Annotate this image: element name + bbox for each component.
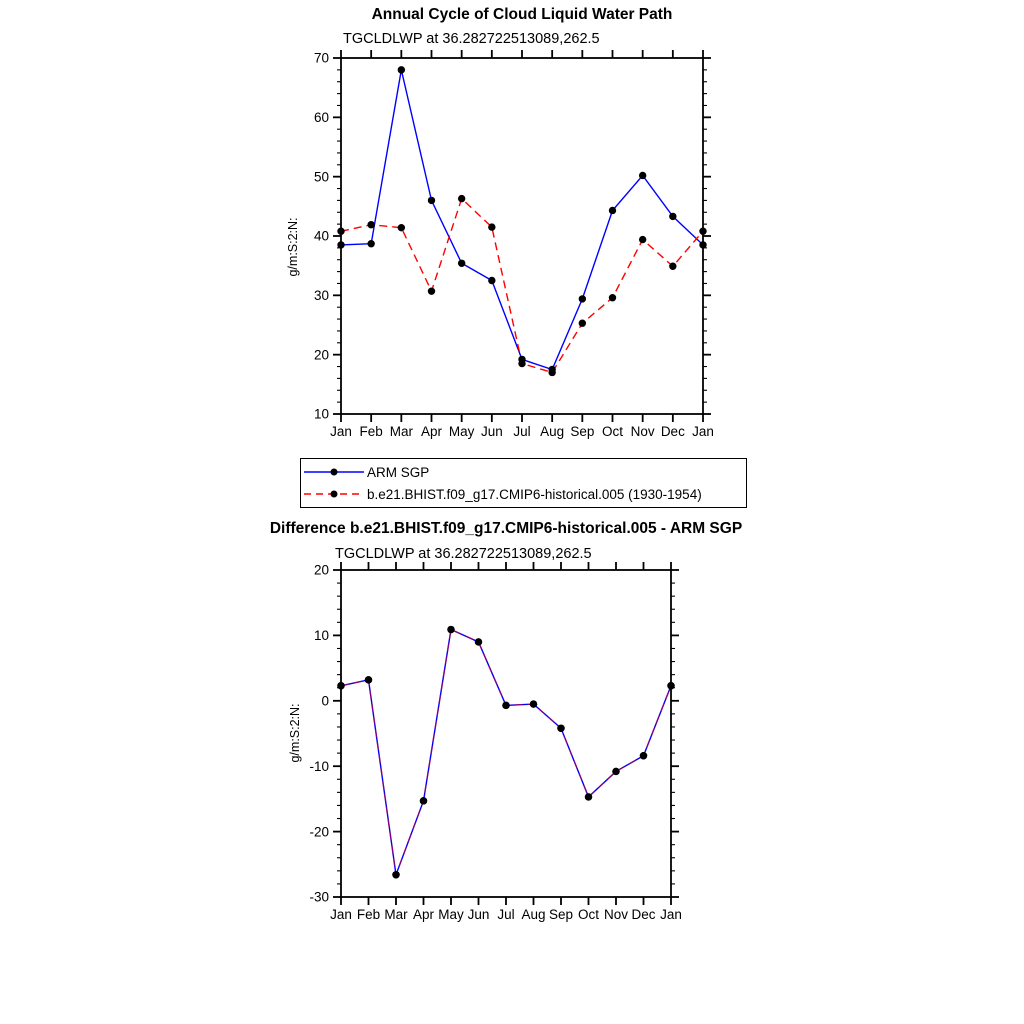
data-point [609,207,616,214]
data-point [557,725,564,732]
data-point [428,197,435,204]
data-point [612,768,619,775]
legend-line-sample-solid [303,464,367,480]
data-point [367,221,374,228]
y-tick-label: -30 [309,889,329,905]
x-tick-label: Sep [570,424,595,439]
data-point [640,752,647,759]
legend-sample-marker [331,491,338,498]
chart2-subtitle: TGCLDLWP at 36.282722513089,262.5 [335,546,592,562]
data-point [530,700,537,707]
y-tick-label: -20 [309,824,329,840]
legend-box [300,458,747,508]
data-point [420,797,427,804]
series-line [341,199,703,373]
x-tick-label: Mar [384,907,408,922]
y-tick-label: 20 [313,562,329,578]
legend-label-arm-sgp: ARM SGP [367,464,430,480]
data-point [548,369,555,376]
data-point [639,236,646,243]
x-tick-label: Mar [389,424,413,439]
data-point [579,295,586,302]
data-point [502,702,509,709]
series-line [341,70,703,370]
y-tick-label: 10 [313,406,329,422]
chart-2 [309,562,681,922]
legend-line-sample-dashed [303,486,367,502]
legend-label-model: b.e21.BHIST.f09_g17.CMIP6-historical.005 (1930-1954) [367,486,702,502]
x-tick-label: Jan [330,907,352,922]
x-tick-label: Jan [330,424,352,439]
data-point [475,638,482,645]
x-tick-label: May [438,907,464,922]
y-tick-label: 70 [313,50,329,66]
x-tick-label: Jul [513,424,531,439]
x-tick-label: Apr [420,424,443,439]
data-point [337,241,344,248]
data-point [669,213,676,220]
x-tick-label: Nov [603,907,629,922]
data-point [392,871,399,878]
data-point [669,263,676,270]
data-point [337,228,344,235]
chart1-title: Annual Cycle of Cloud Liquid Water Path [371,6,673,23]
y-tick-label: 20 [313,347,329,363]
x-tick-label: Oct [601,424,624,439]
data-point [609,294,616,301]
data-point [367,240,374,247]
y-tick-label: -10 [309,758,329,774]
x-tick-label: Oct [577,907,600,922]
chart1-subtitle: TGCLDLWP at 36.282722513089,262.5 [343,31,600,47]
y-tick-label: 30 [313,288,329,304]
data-point [579,320,586,327]
y-tick-label: 10 [313,628,329,644]
chart-1 [314,50,714,439]
data-point [585,793,592,800]
x-tick-label: May [448,424,475,439]
x-tick-label: Jul [497,907,515,922]
x-tick-label: Nov [630,424,655,439]
legend-item-model [303,483,746,505]
y-tick-label: 40 [313,228,329,244]
x-tick-label: Jun [480,424,503,439]
chart1-y-axis-label: g/m:S:2:N: [286,217,300,277]
series-line [341,630,671,875]
data-point [398,66,405,73]
x-tick-label: Apr [412,907,435,922]
plot-frame [341,570,671,897]
data-point [428,287,435,294]
x-tick-label: Jun [467,907,490,922]
data-point [518,360,525,367]
x-tick-label: Feb [359,424,383,439]
y-tick-label: 60 [313,110,329,126]
x-tick-label: Dec [631,907,656,922]
x-tick-label: Sep [548,907,574,922]
data-point [699,241,706,248]
x-tick-label: Jan [692,424,714,439]
data-point [488,277,495,284]
x-tick-label: Aug [540,424,565,439]
data-point [458,260,465,267]
data-point [458,195,465,202]
x-tick-label: Feb [356,907,381,922]
data-point [447,626,454,633]
chart2-title: Difference b.e21.BHIST.f09_g17.CMIP6-historical.005 - ARM SGP [269,520,743,537]
data-point [667,682,674,689]
data-point [639,172,646,179]
x-tick-label: Jan [660,907,682,922]
data-point [398,224,405,231]
chart2-y-axis-label: g/m:S:2:N: [288,703,302,763]
y-tick-label: 0 [321,693,329,709]
legend-item-arm-sgp [303,461,746,483]
data-point [699,228,706,235]
data-point [365,676,372,683]
x-tick-label: Dec [660,424,685,439]
data-point [337,682,344,689]
legend-sample-marker [331,469,338,476]
data-point [488,223,495,230]
x-tick-label: Aug [521,907,546,922]
y-tick-label: 50 [313,169,329,185]
